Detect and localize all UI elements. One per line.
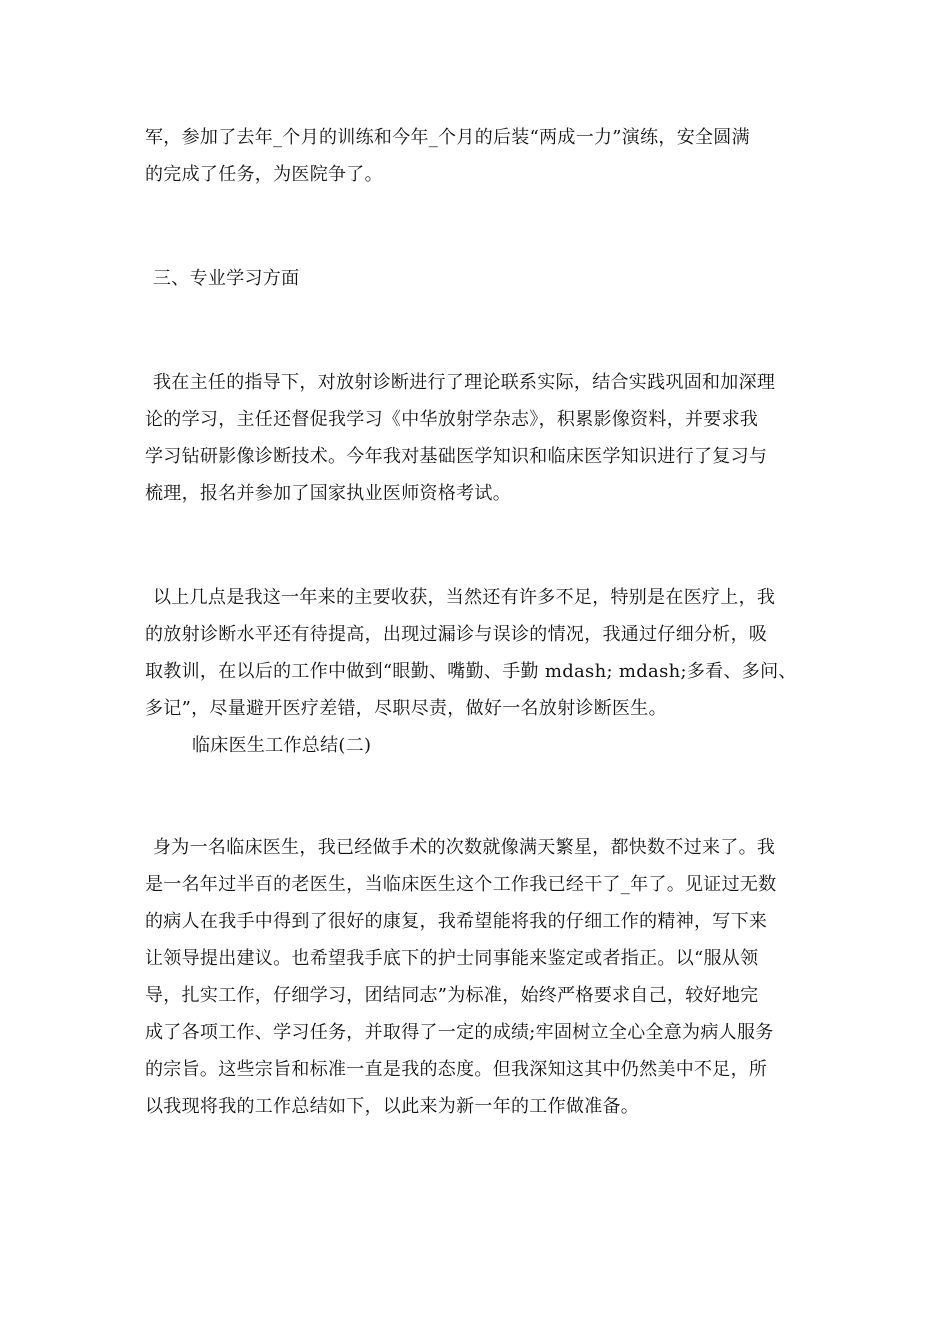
- paragraph-4-line-7: 的宗旨。这些宗旨和标准一直是我的态度。但我深知这其中仍然美中不足，所: [145, 1059, 768, 1080]
- paragraph-3-line-3: 取教训，在以后的工作中做到“眼勤、嘴勤、手勤 mdash; mdash;多看、多问、: [145, 661, 797, 682]
- paragraph-3-line-2: 的放射诊断水平还有待提高，出现过漏诊与误诊的情况，我通过仔细分析，吸: [145, 624, 768, 645]
- paragraph-3-line-1: 以上几点是我这一年来的主要收获，当然还有许多不足，特别是在医疗上，我: [153, 587, 776, 608]
- paragraph-2-line-2: 论的学习，主任还督促我学习《中华放射学杂志》，积累影像资料，并要求我: [145, 409, 759, 430]
- section-heading: 三、专业学习方面: [153, 268, 300, 289]
- paragraph-4-line-1: 身为一名临床医生，我已经做手术的次数就像满天繁星，都快数不过来了。我: [153, 837, 776, 858]
- paragraph-2-line-1: 我在主任的指导下，对放射诊断进行了理论联系实际，结合实践巩固和加深理: [153, 372, 776, 393]
- paragraph-4-line-8: 以我现将我的工作总结如下，以此来为新一年的工作做准备。: [145, 1096, 640, 1117]
- paragraph-1-line-2: 的完成了任务，为医院争了。: [145, 164, 383, 185]
- paragraph-4-line-4: 让领导提出建议。也希望我手底下的护士同事能来鉴定或者指正。以“服从领: [145, 948, 759, 969]
- paragraph-4-line-3: 的病人在我手中得到了很好的康复，我希望能将我的仔细工作的精神，写下来: [145, 911, 768, 932]
- paragraph-3-line-4: 多记”，尽量避开医疗差错，尽职尽责，做好一名放射诊断医生。: [145, 698, 667, 719]
- paragraph-4-line-6: 成了各项工作、学习任务，并取得了一定的成绩;牢固树立全心全意为病人服务: [145, 1022, 774, 1043]
- document-subtitle: 临床医生工作总结(二): [192, 735, 372, 756]
- paragraph-1-line-1: 军，参加了去年_个月的训练和今年_个月的后装“两成一力”演练，安全圆满: [145, 127, 750, 148]
- paragraph-2-line-4: 梳理，报名并参加了国家执业医师资格考试。: [145, 483, 511, 504]
- paragraph-4-line-2: 是一名年过半百的老医生，当临床医生这个工作我已经干了_年了。见证过无数: [145, 874, 777, 895]
- paragraph-2-line-3: 学习钻研影像诊断技术。今年我对基础医学知识和临床医学知识进行了复习与: [145, 446, 768, 467]
- paragraph-4-line-5: 导，扎实工作，仔细学习，团结同志”为标准，始终严格要求自己，较好地完: [145, 985, 759, 1006]
